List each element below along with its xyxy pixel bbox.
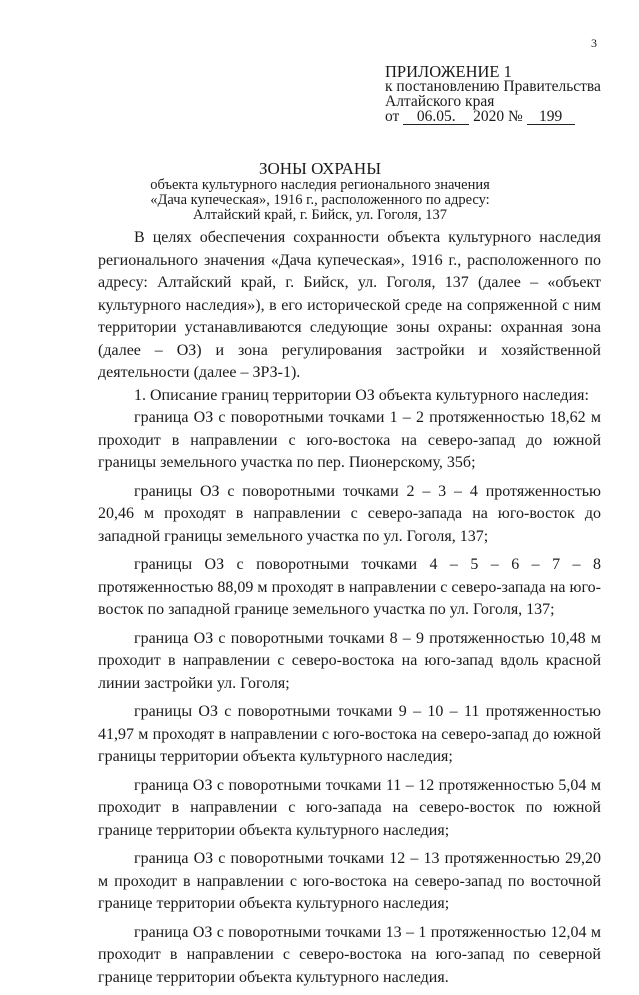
document-heading (100, 160, 540, 223)
document-body (98, 227, 601, 995)
decree-date: 06.05. (403, 110, 469, 125)
paragraph-boundary-12-13: граница ОЗ с поворотными точками 12 – 13 протяженностью 29,20 м проходит в направлении с юго-востока на северо-запад по восточной границе территории объекта культурного наследия; (98, 850, 601, 912)
appendix-line-1: к постановлению Правительства (385, 78, 601, 95)
paragraph-boundary-8-9: граница ОЗ с поворотными точками 8 – 9 протяженностью 10,48 м проходит в направлении с северо-востока на юго-запад вдоль красной линии застройки ул. Гоголя; (98, 629, 601, 692)
heading-line-1: объекта культурного наследия регионального значения (150, 177, 490, 193)
heading-line-3: Алтайский край, г. Бийск, ул. Гоголя, 137 (193, 207, 447, 223)
appendix-block (385, 64, 625, 125)
paragraph-boundary-11-12: граница ОЗ с поворотными точками 11 – 12 протяженностью 5,04 м проходит в направлении с юго-запада на северо-восток по южной границе территории объекта культурного наследия; (98, 776, 601, 839)
paragraph-boundary-13-1: граница ОЗ с поворотными точками 13 – 1 протяженностью 12,04 м проходит в направлении с северо-востока на юго-запад по северной границе территории объекта культурного наследия. (98, 923, 601, 986)
number-sign: № (507, 108, 523, 125)
decree-number: 199 (527, 110, 575, 125)
heading-title: ЗОНЫ ОХРАНЫ (258, 159, 382, 178)
appendix-date-line (385, 109, 625, 125)
page-number: 3 (591, 36, 597, 50)
paragraph-intro: В целях обеспечения сохранности объекта культурного наследия регионального значения «Дача купеческая», 1916 г., расположенного по адресу: Алтайский край, г. Бийск, ул. Гоголя, 137 (далее – «объект культурного наследия»), в его исторической среде на сопряженной с ним территории устанавливаются следующие зоны охраны: охранная зона (далее – ОЗ) и зона регулирования застройки и хозяйственной деятельности (далее – ЗРЗ-1). (98, 229, 601, 381)
from-label: от (385, 108, 400, 125)
appendix-line-2: Алтайского края (385, 93, 495, 110)
decree-year: 2020 (473, 108, 505, 125)
paragraph-boundary-1-2: граница ОЗ с поворотными точками 1 – 2 протяженностью 18,62 м проходит в направлении с юго-востока на северо-запад до южной границы земельного участка по пер. Пионерскому, 35б; (98, 409, 601, 471)
paragraph-boundary-9-11: границы ОЗ с поворотными точками 9 – 10 – 11 протяженностью 41,97 м проходят в направлении с юго-востока на северо-запад до южной границы территории объекта культурного наследия; (98, 703, 601, 765)
appendix-title: ПРИЛОЖЕНИЕ 1 (385, 62, 512, 81)
heading-line-2: «Дача купеческая», 1916 г., расположенного по адресу: (150, 192, 490, 208)
paragraph-boundary-4-8: границы ОЗ с поворотными точками 4 – 5 – 6 – 7 – 8 протяженностью 88,09 м проходят в направлении с северо-запада на юго-восток по западной границе земельного участка по ул. Гоголя, 137; (98, 556, 601, 618)
paragraph-section-1: 1. Описание границ территории ОЗ объекта культурного наследия: (134, 386, 589, 404)
paragraph-boundary-2-4: границы ОЗ с поворотными точками 2 – 3 – 4 протяженностью 20,46 м проходят в направлении с северо-запада на юго-восток до западной границы земельного участка по ул. Гоголя, 137; (98, 482, 601, 545)
